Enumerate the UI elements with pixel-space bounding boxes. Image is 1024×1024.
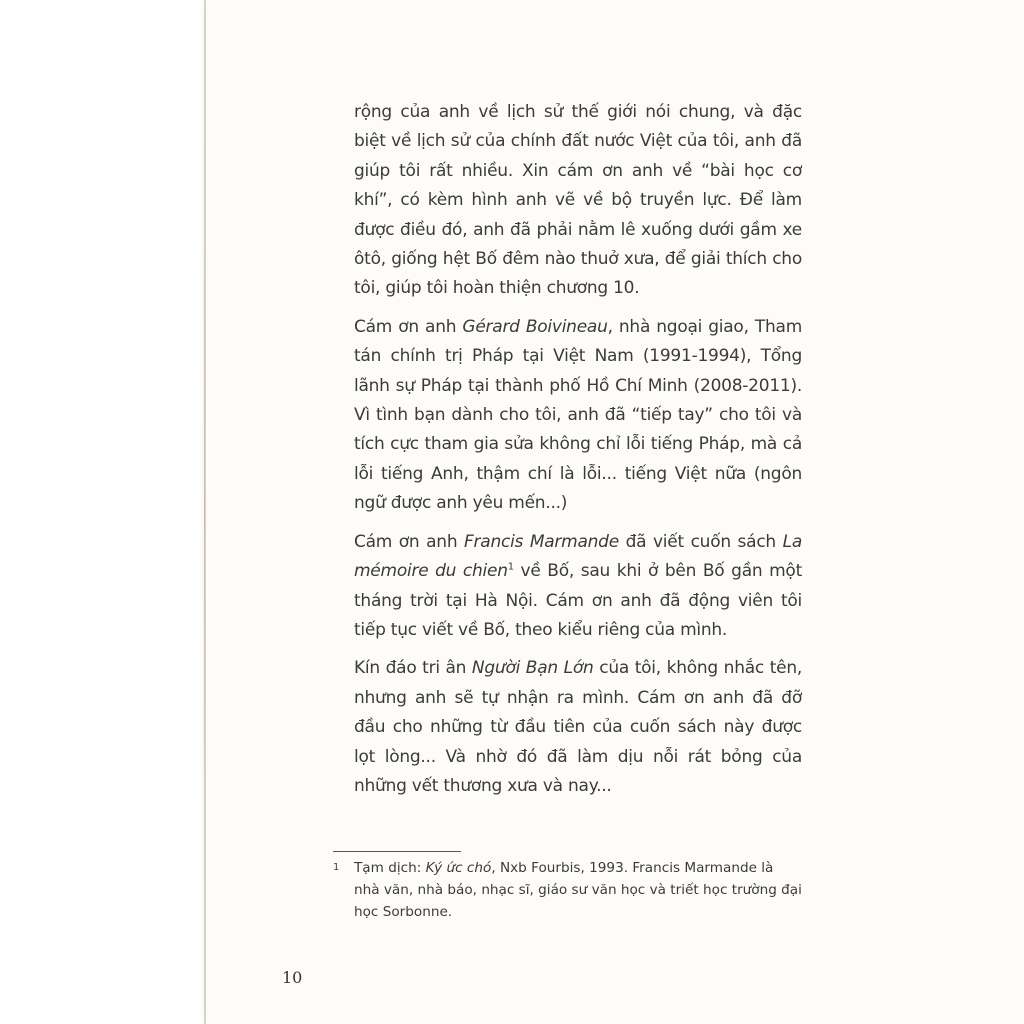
paragraph-4-post: của tôi, không nhắc tên, nhưng anh sẽ tự nhận ra mình. Cám ơn anh đã đỡ đầu cho những từ đầu tiên của cuốn sách này được lọt lòng... Và nhờ đó đã làm dịu nỗi rát bỏng của những vết thương xưa và nay... (354, 658, 803, 796)
footnote-divider (333, 851, 461, 852)
footnote-title: Ký ức chó (425, 860, 492, 876)
paragraph-3 (354, 528, 802, 646)
footnote-reference: 1 (507, 561, 514, 573)
footnote-mark: 1 (333, 862, 340, 873)
facing-page-edge (0, 0, 206, 1024)
paragraph-4 (354, 654, 802, 801)
paragraph-3-pre: Cám ơn anh (354, 531, 465, 552)
paragraph-2-pre: Cám ơn anh (354, 316, 463, 337)
footnote-pre: Tạm dịch: (354, 860, 426, 876)
paragraph-2 (354, 313, 802, 519)
paragraph-4-pre: Kín đáo tri ân (354, 658, 472, 679)
person-name-ban-lon: Người Bạn Lớn (471, 658, 594, 679)
main-text (354, 98, 802, 810)
paragraph-2-post: , nhà ngoại giao, Tham tán chính trị Pháp tại Việt Nam (1991-1994), Tổng lãnh sự Pháp tại thành phố Hồ Chí Minh (2008-2011). Vì tình bạn dành cho tôi, anh đã “tiếp tay” cho tôi và tích cực tham gia sửa không chỉ lỗi tiếng Pháp, mà cả lỗi tiếng Anh, thậm chí là lỗi... tiếng Việt nữa (ngôn ngữ được anh yêu mến...) (354, 316, 803, 514)
footnote-post: , Nxb Fourbis, 1993. Francis Marmande là nhà văn, nhà báo, nhạc sĩ, giáo sư văn học và triết học trường đại học Sorbonne. (354, 860, 802, 920)
paragraph-1-text: rộng của anh về lịch sử thế giới nói chung, và đặc biệt về lịch sử của chính đất nước Việt của tôi, anh đã giúp tôi rất nhiều. Xin cám ơn anh về “bài học cơ khí”, có kèm hình anh vẽ về bộ truyền lực. Để làm được điều đó, anh đã phải nằm lê xuống dưới gầm xe ôtô, giống hệt Bố đêm nào thuở xưa, để giải thích cho tôi, giúp tôi hoàn thiện chương 10. (354, 102, 802, 299)
paragraph-1 (354, 98, 802, 304)
person-name-boivineau: Gérard Boivineau (462, 316, 608, 337)
person-name-marmande: Francis Marmande (464, 531, 619, 552)
footnote-text (354, 857, 803, 923)
paragraph-3-post: về Bố, sau khi ở bên Bố gần một tháng trời tại Hà Nội. Cám ơn anh đã động viên tôi tiếp tục viết về Bố, theo kiểu riêng của mình. (354, 561, 802, 640)
footnote (333, 857, 803, 923)
page-number: 10 (282, 968, 303, 987)
paragraph-3-mid: đã viết cuốn sách (618, 531, 783, 552)
book-title: La mémoire du chien (354, 531, 803, 582)
